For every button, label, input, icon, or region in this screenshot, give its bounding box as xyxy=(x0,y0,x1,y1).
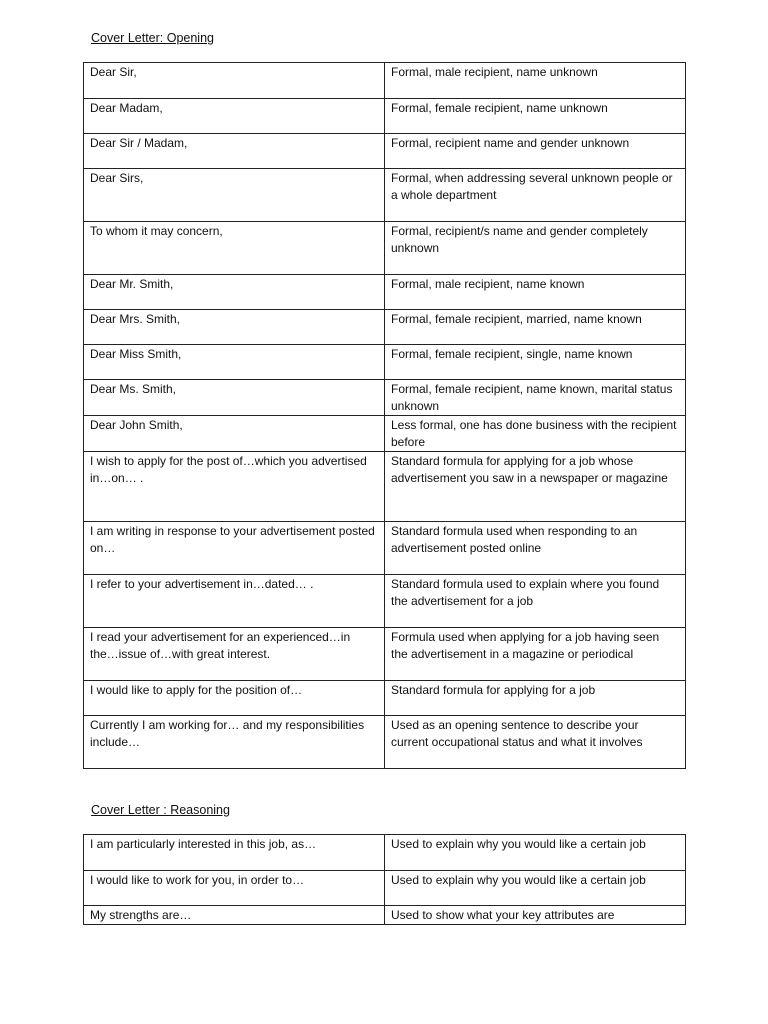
usage-cell: Formal, recipient name and gender unknown xyxy=(385,134,686,169)
phrase-cell: Dear Miss Smith, xyxy=(84,345,385,380)
usage-cell: Standard formula for applying for a job whose advertisement you saw in a newspaper or magazine xyxy=(385,452,686,522)
phrase-cell: Dear Sir / Madam, xyxy=(84,134,385,169)
usage-cell: Used to explain why you would like a certain job xyxy=(385,835,686,871)
phrase-cell: I would like to apply for the position of… xyxy=(84,681,385,716)
opening-phrases-body xyxy=(84,63,686,769)
usage-cell: Formal, male recipient, name unknown xyxy=(385,63,686,99)
phrase-cell: Dear Mrs. Smith, xyxy=(84,310,385,345)
table-row xyxy=(84,628,686,681)
usage-cell: Formal, when addressing several unknown people or a whole department xyxy=(385,169,686,222)
phrase-cell: My strengths are… xyxy=(84,906,385,925)
usage-cell: Less formal, one has done business with the recipient before xyxy=(385,416,686,452)
section-heading-opening: Cover Letter: Opening xyxy=(91,31,214,45)
phrase-cell: I wish to apply for the post of…which you advertised in…on… . xyxy=(84,452,385,522)
table-row xyxy=(84,575,686,628)
usage-cell: Formal, male recipient, name known xyxy=(385,275,686,310)
table-row xyxy=(84,452,686,522)
phrase-cell: To whom it may concern, xyxy=(84,222,385,275)
usage-cell: Formal, recipient/s name and gender completely unknown xyxy=(385,222,686,275)
table-row xyxy=(84,222,686,275)
reasoning-phrases-table xyxy=(83,834,686,925)
phrase-cell: I am writing in response to your advertisement posted on… xyxy=(84,522,385,575)
section-heading-reasoning: Cover Letter : Reasoning xyxy=(91,803,230,817)
table-row xyxy=(84,416,686,452)
phrase-cell: Dear Madam, xyxy=(84,99,385,134)
table-row xyxy=(84,345,686,380)
phrase-cell: Dear John Smith, xyxy=(84,416,385,452)
phrase-cell: Currently I am working for… and my responsibilities include… xyxy=(84,716,385,769)
usage-cell: Used to show what your key attributes are xyxy=(385,906,686,925)
usage-cell: Standard formula used to explain where you found the advertisement for a job xyxy=(385,575,686,628)
table-row xyxy=(84,310,686,345)
phrase-cell: Dear Ms. Smith, xyxy=(84,380,385,416)
table-row xyxy=(84,716,686,769)
table-row xyxy=(84,522,686,575)
table-row xyxy=(84,169,686,222)
table-row xyxy=(84,63,686,99)
phrase-cell: Dear Sirs, xyxy=(84,169,385,222)
opening-phrases-table xyxy=(83,62,686,769)
table-row xyxy=(84,681,686,716)
table-row xyxy=(84,871,686,906)
usage-cell: Formal, female recipient, name known, marital status unknown xyxy=(385,380,686,416)
usage-cell: Standard formula used when responding to an advertisement posted online xyxy=(385,522,686,575)
table-row xyxy=(84,99,686,134)
reasoning-phrases-body xyxy=(84,835,686,925)
phrase-cell: Dear Mr. Smith, xyxy=(84,275,385,310)
phrase-cell: I read your advertisement for an experienced…in the…issue of…with great interest. xyxy=(84,628,385,681)
phrase-cell: I refer to your advertisement in…dated… . xyxy=(84,575,385,628)
usage-cell: Used as an opening sentence to describe your current occupational status and what it involves xyxy=(385,716,686,769)
usage-cell: Formal, female recipient, single, name known xyxy=(385,345,686,380)
table-row xyxy=(84,835,686,871)
table-row xyxy=(84,380,686,416)
usage-cell: Formula used when applying for a job having seen the advertisement in a magazine or periodical xyxy=(385,628,686,681)
table-row xyxy=(84,134,686,169)
table-row xyxy=(84,275,686,310)
phrase-cell: I would like to work for you, in order to… xyxy=(84,871,385,906)
phrase-cell: Dear Sir, xyxy=(84,63,385,99)
usage-cell: Standard formula for applying for a job xyxy=(385,681,686,716)
usage-cell: Used to explain why you would like a certain job xyxy=(385,871,686,906)
table-row xyxy=(84,906,686,925)
usage-cell: Formal, female recipient, married, name known xyxy=(385,310,686,345)
usage-cell: Formal, female recipient, name unknown xyxy=(385,99,686,134)
phrase-cell: I am particularly interested in this job, as… xyxy=(84,835,385,871)
